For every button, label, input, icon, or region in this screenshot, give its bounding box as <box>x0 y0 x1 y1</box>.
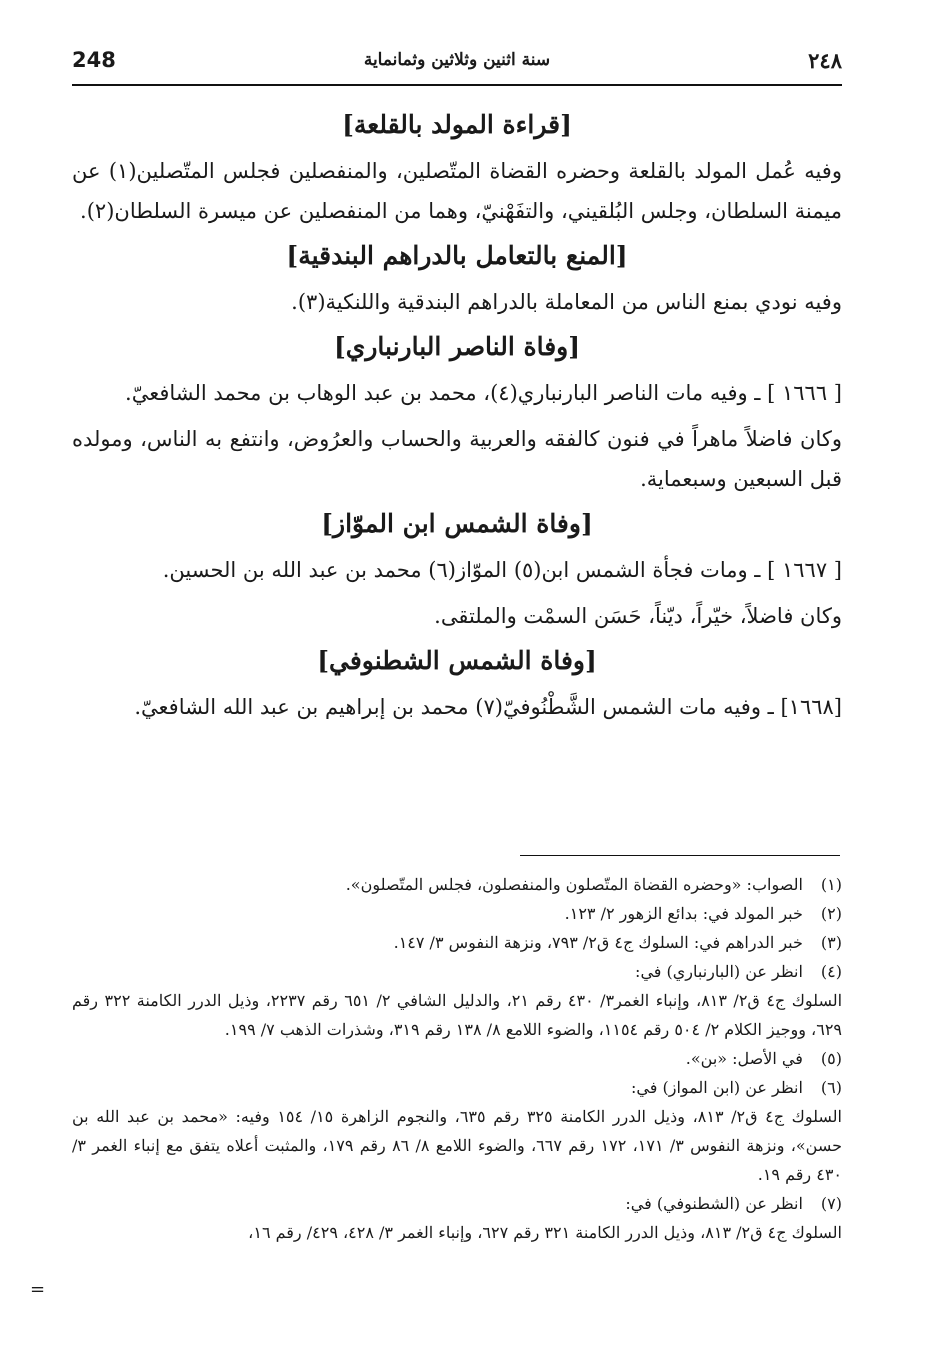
main-text <box>72 100 842 733</box>
footnote <box>72 870 842 899</box>
footnote <box>72 899 842 928</box>
section-heading: [وفاة الشمس الشطنوفي] <box>317 646 597 675</box>
footnote-number: (٦) <box>820 1078 842 1097</box>
footnote-number: (٤) <box>820 962 842 981</box>
footnote-text: انظر عن (الشطنوفي) في: <box>625 1194 803 1213</box>
footnote <box>72 1189 842 1218</box>
footnote-number: (٢) <box>820 904 842 923</box>
section-heading: [المنع بالتعامل بالدراهم البندقية] <box>286 241 628 270</box>
footnote-text: انظر عن (ابن المواز) في: <box>631 1078 803 1097</box>
footnote-text: انظر عن (البارنباري) في: <box>635 962 803 981</box>
section-heading: [وفاة الناصر البارنباري] <box>333 332 581 361</box>
continuation-mark: = <box>30 1279 46 1300</box>
paragraph: وكان فاضلاً، خيّراً، ديّناً، حَسَن السمْت والملتقى. <box>434 604 842 628</box>
paragraph: وفيه نودي بمنع الناس من المعاملة بالدراهم البندقية واللنكية(٣). <box>291 290 842 314</box>
section-heading: [وفاة الشمس ابن الموّاز] <box>321 509 593 538</box>
footnote <box>72 928 842 957</box>
footnote-text: خبر المولد في: بدائع الزهور ٢/ ١٢٣. <box>564 904 803 923</box>
footnote <box>72 1044 842 1073</box>
page-number-arabic: ٢٤٨ <box>808 48 842 73</box>
footnote-number: (١) <box>820 875 842 894</box>
page-number-latin: 248 <box>72 48 116 72</box>
footnote-number: (٧) <box>820 1194 842 1213</box>
paragraph: وفيه عُمل المولد بالقلعة وحضره القضاة المتّصلين، والمنفصلين فجلس المتّصلين(١) عن ميمنة السلطان، وجلس البُلقيني، والتفَهْنيّ، وهما من المنفصلين عن ميسرة السلطان(٢). <box>72 159 842 223</box>
footnote-continuation: السلوك ج٤ ق٢/ ٨١٣، وذيل الدرر الكامنة ٣٢٥ رقم ٦٣٥، والنجوم الزاهرة ١٥/ ١٥٤ وفيه: «محمد بن عبد الله بن حسن»، ونزهة النفوس ٣/ ١٧١، ١٧٢ رقم ٦٦٧، والضوء اللامع ٨/ ٨٦ رقم ١٧٩، والمثبت أعلاه يتفق مع إنباء الغمر ٣/ ٤٣٠ رقم ١٩. <box>72 1107 842 1184</box>
footnotes <box>72 870 842 1247</box>
footnote-text: في الأصل: «بن». <box>685 1049 803 1068</box>
page-header <box>72 48 842 86</box>
footnote-text: خبر الدراهم في: السلوك ج٤ ق٢/ ٧٩٣، ونزهة النفوس ٣/ ١٤٧. <box>393 933 803 952</box>
footnote <box>72 957 842 986</box>
running-title: سنة اثنين وثلاثين وثمانماية <box>363 50 551 70</box>
footnote <box>72 1073 842 1102</box>
footnote-number: (٥) <box>820 1049 842 1068</box>
paragraph: [١٦٦٨] ـ وفيه مات الشمس الشَّطْنُوفيّ(٧) محمد بن إبراهيم بن عبد الله الشافعيّ. <box>134 695 842 719</box>
paragraph: [ ١٦٦٧ ] ـ ومات فجأة الشمس ابن(٥) الموّاز(٦) محمد بن عبد الله بن الحسين. <box>162 558 842 582</box>
footnote-number: (٣) <box>820 933 842 952</box>
paragraph: [ ١٦٦٦ ] ـ وفيه مات الناصر البارنباري(٤)، محمد بن عبد الوهاب بن محمد الشافعيّ. <box>125 381 842 405</box>
footnote-text: الصواب: «وحضره القضاة المتّصلون والمنفصلون، فجلس المتّصلون». <box>345 875 803 894</box>
section-heading: [قراءة المولد بالقلعة] <box>342 110 572 139</box>
footnote-divider <box>520 855 840 856</box>
paragraph: وكان فاضلاً ماهراً في فنون كالفقه والعربية والحساب والعرُوض، وانتفع به الناس، ومولده قبل السبعين وسبعماية. <box>72 427 842 491</box>
footnote-continuation: السلوك ج٤ ق٢/ ٨١٣، وإنباء الغمر٣/ ٤٣٠ رقم ٢١، والدليل الشافي ٢/ ٦٥١ رقم ٢٢٣٧، وذيل الدرر الكامنة ٣٢٢ رقم ٦٢٩، ووجيز الكلام ٢/ ٥٠٤ رقم ١١٥٤، والضوء اللامع ٨/ ١٣٨ رقم ٣١٩، وشذرات الذهب ٧/ ١٩٩. <box>72 991 843 1039</box>
footnote-continuation: السلوك ج٤ ق٢/ ٨١٣، وذيل الدرر الكامنة ٣٢١ رقم ٦٢٧، وإنباء الغمر ٣/ ٤٢٨، ٤٢٩/ رقم ١٦، <box>248 1223 842 1242</box>
